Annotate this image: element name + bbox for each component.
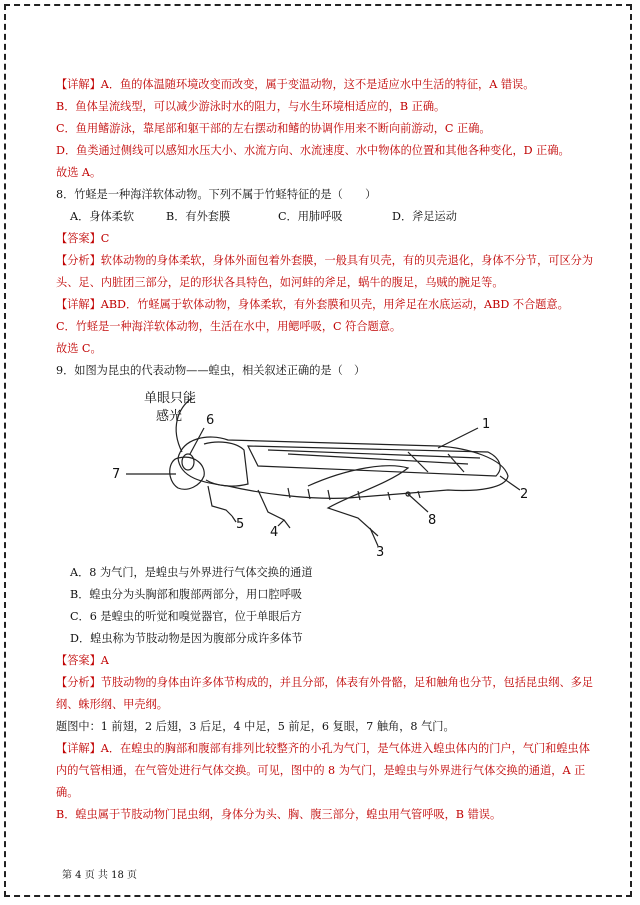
- q8-analysis: 【分析】软体动物的身体柔软，身体外面包着外套膜，一般具有贝壳，有的贝壳退化，身体不分节，可区分为头、足、内脏团三部分，足的形状各具特色，如河蚌的斧足，蜗牛的腹足，乌贼的腕足等。: [56, 254, 594, 289]
- q8-option-c: C．用肺呼吸: [278, 210, 343, 223]
- q8-detail-line: C．竹蛏是一种海洋软体动物，生活在水中，用鳃呼吸，C 符合题意。: [56, 320, 402, 333]
- label-8: 8: [428, 513, 437, 528]
- q8-option-d: D．斧足运动: [392, 210, 457, 223]
- caption-line-2: 感光: [156, 409, 183, 424]
- q7-detail-line: 【详解】A．鱼的体温随环境改变而改变，属于变温动物，这不是适应水中生活的特征，A 错误。: [56, 78, 535, 91]
- q9-answer: 【答案】A: [56, 654, 109, 667]
- q7-detail-line: 故选 A。: [56, 166, 102, 179]
- hind-leg: [308, 466, 408, 536]
- q9-figure-note: 题图中：1 前翅，2 后翅，3 后足，4 中足，5 前足，6 复眼，7 触角，8 气门。: [56, 720, 455, 733]
- q8-detail-line: 【详解】ABD．竹蛏属于软体动物，身体柔软，有外套膜和贝壳，用斧足在水底运动，ABD 不合题意。: [56, 298, 569, 311]
- label-2: 2: [520, 487, 528, 502]
- q8-detail-line: 故选 C。: [56, 342, 102, 355]
- label-3: 3: [376, 545, 385, 558]
- q9-option-c: C．6 是蝗虫的听觉和嗅觉器官，位于单眼后方: [70, 610, 302, 623]
- q9-detail-b: B．蝗虫属于节肢动物门昆虫纲，身体分为头、胸、腹三部分，蝗虫用气管呼吸，B 错误。: [56, 808, 502, 821]
- grasshopper-figure: [56, 388, 596, 558]
- label-4: 4: [270, 525, 279, 540]
- leader-line-4: [278, 520, 284, 526]
- q7-detail-line: C．鱼用鳍游泳，靠尾部和躯干部的左右摆动和鳍的协调作用来不断向前游动，C 正确。: [56, 122, 491, 135]
- front-leg: [208, 486, 232, 516]
- q8-answer: 【答案】C: [56, 232, 110, 245]
- pronotum: [204, 442, 248, 486]
- grasshopper-diagram: [108, 388, 528, 558]
- antenna: [176, 398, 192, 452]
- compound-eye: [182, 454, 194, 470]
- q9-option-b: B．蝗虫分为头胸部和腹部两部分，用口腔呼吸: [70, 588, 302, 601]
- q9-option-d: D．蝗虫称为节肢动物是因为腹部分成许多体节: [70, 632, 303, 645]
- grasshopper-body: [178, 437, 508, 498]
- q9-analysis: 【分析】节肢动物的身体由许多体节构成的，并且分部，体表有外骨骼，足和触角也分节，包括昆虫纲、多足纲、蛛形纲、甲壳纲。: [56, 676, 594, 711]
- q8-stem: 8．竹蛏是一种海洋软体动物。下列不属于竹蛏特征的是（ ）: [56, 188, 377, 201]
- q9-option-a: A．8 为气门，是蝗虫与外界进行气体交换的通道: [70, 566, 313, 579]
- q9-stem: 9．如图为昆虫的代表动物——蝗虫，相关叙述正确的是（ ）: [56, 364, 366, 377]
- leader-line-3: [370, 528, 378, 546]
- q7-detail-line: B．鱼体呈流线型，可以减少游泳时水的阻力，与水生环境相适应的，B 正确。: [56, 100, 446, 113]
- label-1: 1: [482, 417, 491, 432]
- label-5: 5: [236, 517, 245, 532]
- q8-option-a: A．身体柔软: [70, 210, 135, 223]
- q9-detail: 【详解】A．在蝗虫的胸部和腹部有排列比较整齐的小孔为气门，是气体进入蝗虫体内的门户，气门和蝗虫体内的气管相通，在气管处进行气体交换。可见，图中的 8 为气门，是蝗虫与外界进行气体交换的通道，A 正确。: [56, 742, 590, 799]
- label-7: 7: [112, 467, 121, 482]
- page-content: [56, 74, 596, 826]
- grasshopper-head: [170, 457, 205, 489]
- q8-option-b: B．有外套膜: [166, 210, 231, 223]
- q7-detail-line: D．鱼类通过侧线可以感知水压大小、水流方向、水流速度、水中物体的位置和其他各种变化，D 正确。: [56, 144, 570, 157]
- leader-line-8: [408, 494, 428, 512]
- q8-options: [56, 206, 596, 228]
- caption-line-1: 单眼只能: [144, 391, 197, 406]
- leader-line-1: [438, 428, 478, 448]
- page-footer: 第 4 页 共 18 页: [62, 870, 137, 881]
- label-6: 6: [206, 413, 215, 428]
